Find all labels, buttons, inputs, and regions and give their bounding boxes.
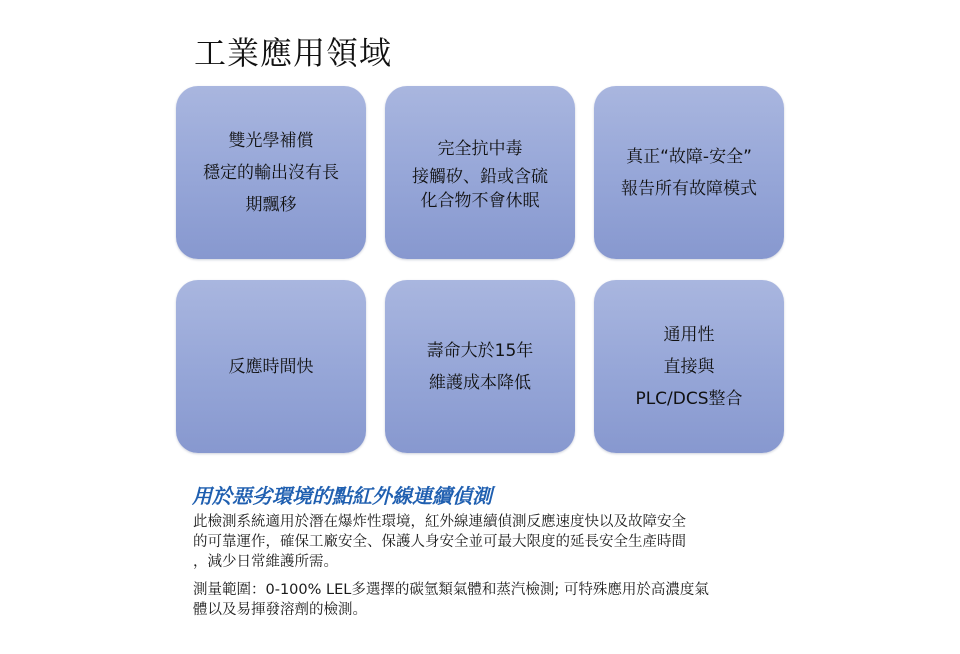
tile-text-line: 通用性 bbox=[663, 324, 715, 345]
tile-text-line: 維護成本降低 bbox=[429, 372, 531, 393]
tile-text-line: 反應時間快 bbox=[228, 356, 314, 377]
page-title: 工業應用領域 bbox=[194, 34, 393, 72]
feature-tile-poison-resistance bbox=[385, 86, 575, 259]
tile-text-line: 穩定的輸出沒有長 bbox=[203, 162, 339, 183]
section-heading: 用於惡劣環境的點紅外線連續偵測 bbox=[192, 484, 492, 508]
tile-text-line: 報告所有故障模式 bbox=[621, 178, 757, 199]
tile-text-line: 壽命大於15年 bbox=[426, 340, 534, 361]
tile-text-line: 接觸矽、鉛或含硫 bbox=[412, 166, 548, 187]
measurement-range-paragraph bbox=[193, 580, 773, 620]
feature-tile-grid bbox=[176, 86, 786, 454]
tile-text-line: 真正“故障-安全” bbox=[626, 146, 752, 167]
paragraph-line: 的可靠運作，確保工廠安全、保護人身安全並可最大限度的延長安全生產時間 bbox=[193, 534, 686, 550]
tile-text-line: 雙光學補償 bbox=[228, 130, 314, 151]
tile-text-line: 直接與 bbox=[663, 356, 715, 377]
description-paragraph bbox=[193, 512, 773, 572]
tile-text-line: 完全抗中毒 bbox=[437, 138, 523, 159]
feature-tile-fail-safe bbox=[594, 86, 784, 259]
paragraph-line: ，減少日常維護所需。 bbox=[193, 554, 338, 570]
tile-text-line: 化合物不會休眠 bbox=[420, 190, 540, 211]
feature-tile-long-life bbox=[385, 280, 575, 453]
feature-tile-plc-dcs-integration bbox=[594, 280, 784, 453]
feature-tile-dual-optical-compensation bbox=[176, 86, 366, 259]
paragraph-line: 此檢測系統適用於潛在爆炸性環境，紅外線連續偵測反應速度快以及故障安全 bbox=[193, 514, 686, 530]
tile-text-line: 期飄移 bbox=[245, 194, 297, 215]
paragraph-line: 測量範圍：0-100% LEL多選擇的碳氫類氣體和蒸汽檢測; 可特殊應用於高濃度氣 bbox=[193, 582, 709, 598]
feature-tile-fast-response bbox=[176, 280, 366, 453]
tile-text-line: PLC/DCS整合 bbox=[635, 388, 743, 409]
paragraph-line: 體以及易揮發溶劑的檢測。 bbox=[193, 602, 367, 618]
